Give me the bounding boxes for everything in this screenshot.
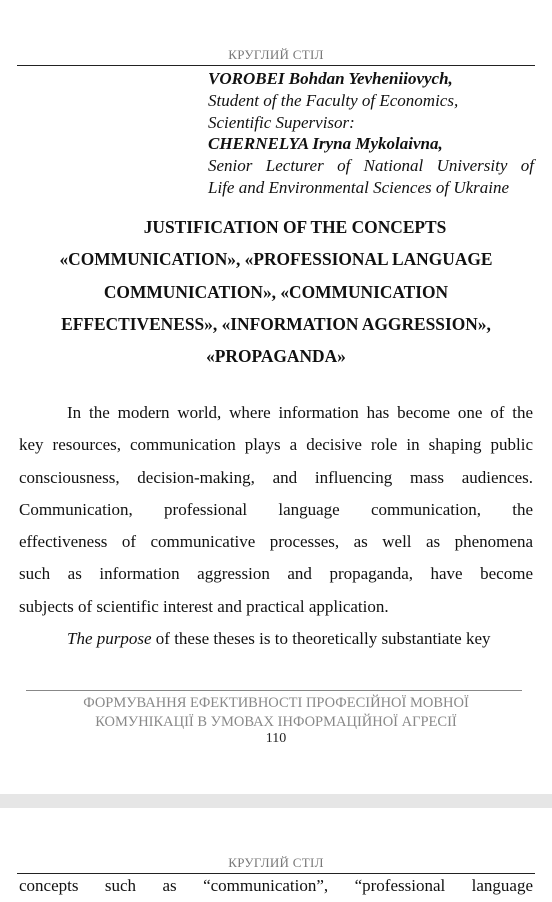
body-line: consciousness, decision-making, and influencing mass audiences. [19, 467, 533, 487]
supervisor-position-line-1: Senior Lecturer of National University of [208, 156, 534, 176]
page-separator [0, 794, 552, 808]
body-line: subjects of scientific interest and practical application. [19, 596, 389, 616]
page-number: 110 [265, 731, 287, 746]
title-line: «COMMUNICATION», «PROFESSIONAL LANGUAGE [59, 249, 493, 270]
author-name: VOROBEI Bohdan Yevheniiovych, [208, 69, 453, 88]
supervisor-name: CHERNELYA Iryna Mykolaivna, [208, 134, 443, 154]
header-rule-next [17, 873, 535, 874]
footer-line: КОМУНІКАЦІЇ В УМОВАХ ІНФОРМАЦІЙНОЇ АГРЕСІЇ [95, 714, 457, 730]
supervisor-label: Scientific Supervisor: [208, 112, 355, 132]
footer-line: ФОРМУВАННЯ ЕФЕКТИВНОСТІ ПРОФЕСІЙНОЇ МОВНОЇ [83, 695, 469, 711]
author-block [208, 68, 534, 199]
footer [0, 694, 552, 732]
title-line: COMMUNICATION», «COMMUNICATION [103, 281, 449, 302]
author-role: Student of the Faculty of Economics, [208, 90, 459, 110]
title-line: EFFECTIVENESS», «INFORMATION AGGRESSION», [61, 313, 491, 334]
article-title [18, 211, 534, 372]
next-page-first-line: concepts such as “communication”, “professional language [19, 876, 533, 895]
body-line: Communication, professional language communication, the [19, 499, 533, 519]
supervisor-position-line-2: Life and Environmental Sciences of Ukraine [208, 177, 510, 197]
title-line: JUSTIFICATION OF THE CONCEPTS [143, 217, 447, 237]
body-text [19, 397, 533, 655]
purpose-text: of these theses is to theoretically substantiate key [151, 629, 491, 649]
title-line: «PROPAGANDA» [206, 346, 346, 367]
running-header-next: КРУГЛИЙ СТІЛ [228, 855, 324, 870]
footer-rule [26, 690, 522, 691]
running-header: КРУГЛИЙ СТІЛ [228, 47, 324, 62]
body-line: such as information aggression and propaganda, have become [19, 564, 533, 584]
purpose-line [19, 623, 533, 655]
header-rule [17, 65, 535, 66]
body-line: effectiveness of communicative processes, as well as phenomena [19, 532, 533, 552]
body-line: key resources, communication plays a decisive role in shaping public [19, 435, 533, 455]
purpose-emphasis: The purpose [67, 629, 152, 649]
body-line: In the modern world, where information has become one of the [67, 403, 533, 422]
